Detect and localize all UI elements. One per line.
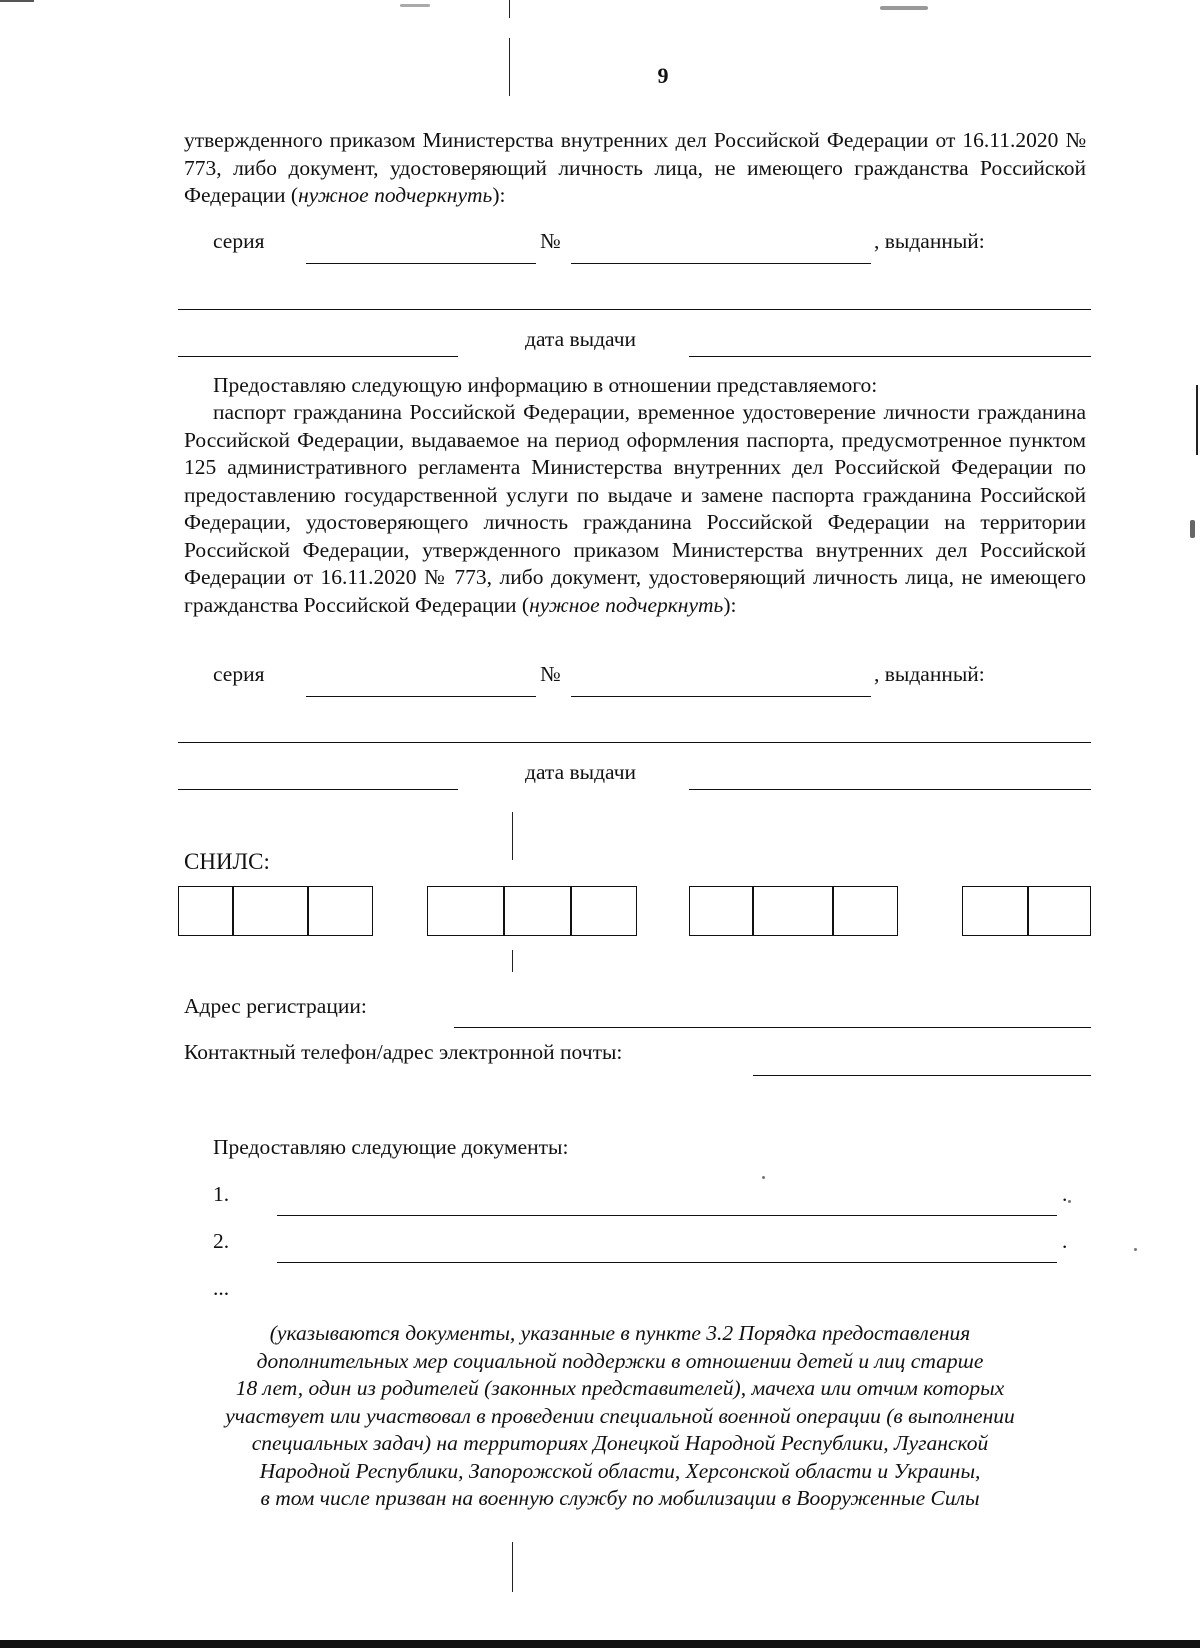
snils-digit-box[interactable] (689, 886, 754, 936)
scan-artifact-line (509, 38, 510, 96)
doc2-number-label: № (540, 662, 561, 686)
note-line: Народной Республики, Запорожской области, Херсонской области и Украины, (259, 1458, 981, 1483)
doc1-date-field-right[interactable] (689, 356, 1091, 357)
doc2-date-label: дата выдачи (525, 760, 637, 784)
contact-field[interactable] (753, 1075, 1091, 1076)
snils-digit-box[interactable] (427, 886, 505, 936)
snils-digit-box[interactable] (962, 886, 1029, 936)
represented-paragraph (184, 399, 1086, 619)
doc1-issued-by-field[interactable] (178, 309, 1091, 310)
represented-heading: Предоставляю следующую информацию в отношении представляемого: (213, 373, 878, 397)
doc1-date-label: дата выдачи (525, 327, 637, 351)
doc2-series-label: серия (213, 662, 265, 686)
doc2-series-field[interactable] (306, 696, 536, 697)
snils-digit-box[interactable] (752, 886, 834, 936)
snils-digit-box[interactable] (570, 886, 637, 936)
doc2-number-field[interactable] (571, 696, 871, 697)
note-line: дополнительных мер социальной поддержки в отношении детей и лиц старше (256, 1348, 984, 1373)
snils-digit-box[interactable] (232, 886, 309, 936)
snils-digit-box[interactable] (307, 886, 373, 936)
scan-artifact-line (512, 1542, 513, 1592)
represented-text: паспорт гражданина Российской Федерации, временное удостоверение личности гражданина Российской Федерации, выдаваемое на период оформления паспорта, предусмотренное пунктом 125 административного регламента Министерства внутренних дел Российской Федерации по предоставлению государственной услуги по выдаче и замене паспорта гражданина Российской Федерации, удостоверяющего личность гражданина Российской Федерации на территории Российской Федерации, утвержденного приказом Министерства внутренних дел Российской Федерации от 16.11.2020 № 773, либо документ, удостоверяющий личность лица, не имеющего гражданства Российской Федерации ( (184, 400, 1086, 617)
scan-artifact-top-left (0, 0, 34, 2)
documents-item-2-end: . (1062, 1229, 1068, 1253)
scan-artifact-line (509, 0, 510, 18)
snils-digit-box[interactable] (178, 886, 234, 936)
scan-speck (400, 4, 430, 7)
doc2-issued-by-field[interactable] (178, 742, 1091, 743)
note-line: в том числе призван на военную службу по мобилизации в Вооруженные Силы (260, 1486, 980, 1510)
doc1-issued-label: , выданный: (874, 229, 985, 253)
note-line: специальных задач) на территориях Донецкой Народной Республики, Луганской (251, 1431, 989, 1455)
scan-speck (1134, 1248, 1137, 1251)
documents-heading: Предоставляю следующие документы: (213, 1135, 569, 1159)
documents-note (150, 1320, 1090, 1513)
scan-speck (1190, 520, 1195, 538)
note-line: участвует или участвовал в проведении специальной военной операции (в выполнении (225, 1403, 1015, 1428)
intro-italic-note: нужное подчеркнуть (298, 183, 493, 207)
represented-italic-note: нужное подчеркнуть (529, 592, 724, 617)
scan-speck (762, 1176, 765, 1179)
scan-artifact-line (1196, 385, 1198, 455)
doc1-number-label: № (540, 229, 561, 253)
page-number: 9 (657, 63, 669, 88)
doc2-date-field-right[interactable] (689, 789, 1091, 790)
scan-artifact-line (512, 812, 513, 860)
snils-digit-box[interactable] (503, 886, 572, 936)
documents-ellipsis: ... (213, 1276, 230, 1300)
doc1-series-label: серия (213, 229, 265, 253)
address-field[interactable] (454, 1027, 1091, 1028)
snils-label: СНИЛС: (184, 849, 270, 874)
scan-artifact-bottom-bar (0, 1640, 1200, 1648)
note-line: (указываются документы, указанные в пункте 3.2 Порядка предоставления (269, 1321, 971, 1345)
doc1-number-field[interactable] (571, 263, 871, 264)
address-label: Адрес регистрации: (184, 994, 367, 1018)
documents-item-1-end: . (1062, 1182, 1068, 1206)
doc1-date-field-left[interactable] (178, 356, 458, 357)
doc1-series-field[interactable] (306, 263, 536, 264)
documents-item-1-field[interactable] (277, 1215, 1057, 1216)
note-line: 18 лет, один из родителей (законных представителей), мачеха или отчим которых (235, 1376, 1005, 1400)
scan-speck (880, 6, 928, 10)
intro-text: утвержденного приказом Министерства внутренних дел Российской Федерации от 16.11.2020 № 773, либо документ, удостоверяющий личность лица, не имеющего гражданства Российской Федерации ( (184, 128, 1086, 207)
snils-digit-box[interactable] (832, 886, 898, 936)
doc2-issued-label: , выданный: (874, 662, 985, 686)
scan-artifact-line (512, 950, 513, 972)
intro-paragraph (184, 127, 1086, 210)
documents-item-2-number: 2. (213, 1229, 230, 1253)
documents-item-1-number: 1. (213, 1182, 230, 1206)
contact-label: Контактный телефон/адрес электронной почты: (184, 1040, 623, 1064)
represented-text-end: ): (723, 592, 737, 617)
doc2-date-field-left[interactable] (178, 789, 458, 790)
documents-item-2-field[interactable] (277, 1262, 1057, 1263)
intro-text-end: ): (492, 183, 506, 207)
snils-digit-box[interactable] (1027, 886, 1091, 936)
scan-speck (1068, 1200, 1071, 1203)
